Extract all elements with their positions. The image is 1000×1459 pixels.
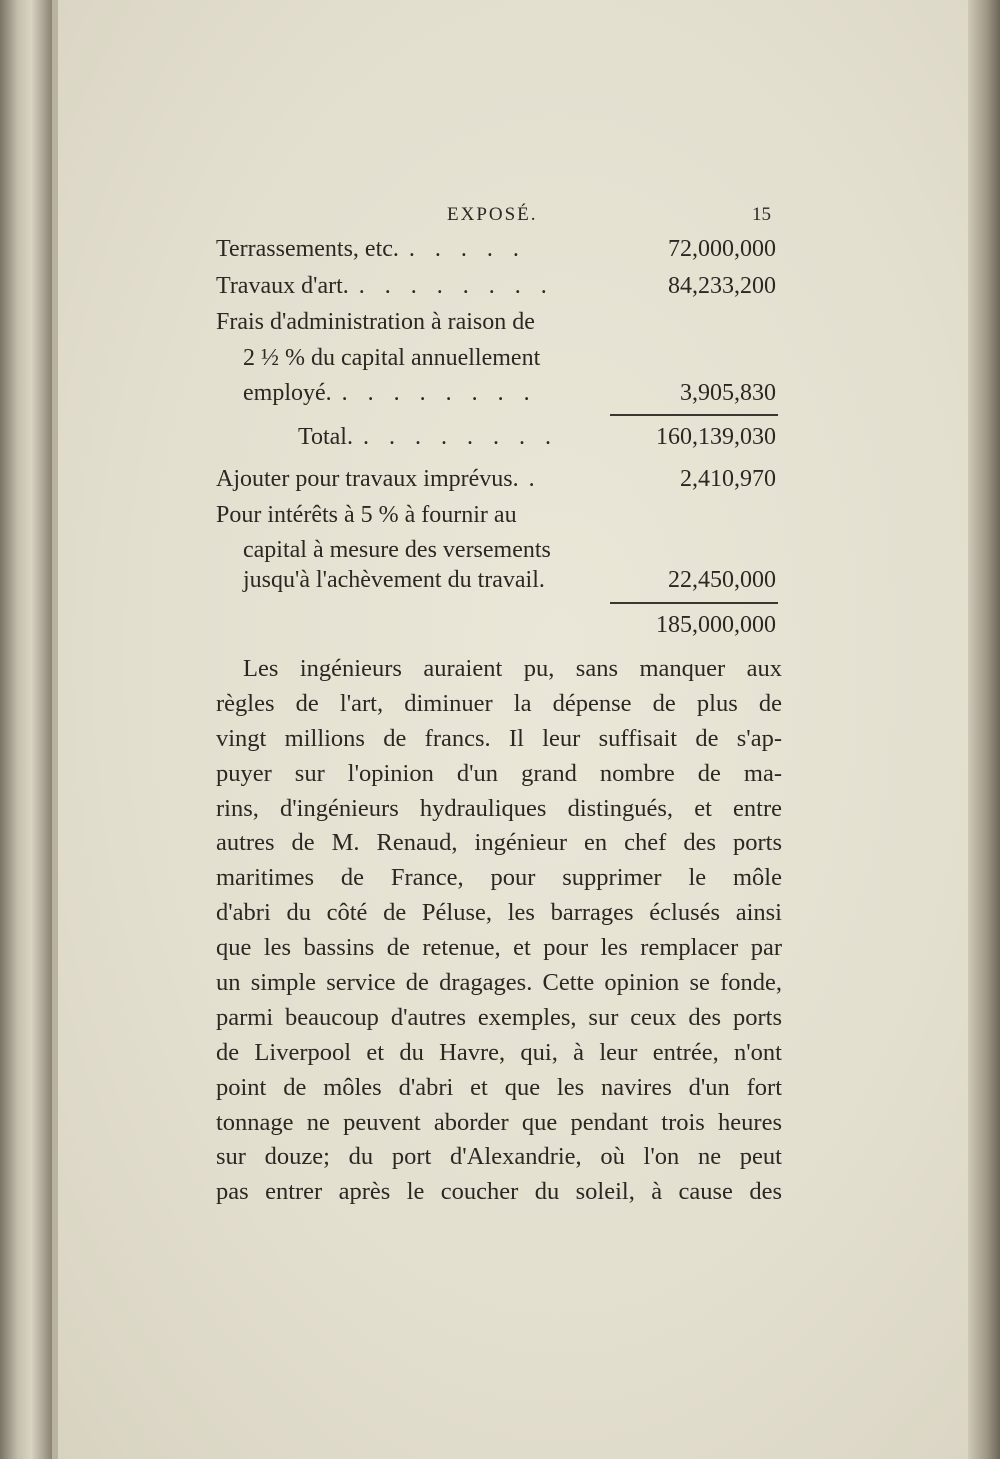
page-edge [968, 0, 1000, 1459]
grand-total-amount: 185,000,000 [656, 612, 776, 638]
row-label: Terrassements, etc. [216, 236, 399, 262]
row-label: Pour intérêts à 5 % à fournir au [216, 502, 517, 528]
table-row [216, 567, 776, 603]
book-spine [0, 0, 52, 1459]
row-label: Total. [298, 424, 353, 450]
subtotal-rule [610, 414, 778, 416]
table-row [216, 612, 776, 648]
paragraph-line: parmi beaucoup d'autres exemples, sur ceux des ports [216, 1003, 782, 1031]
row-amount: 3,905,830 [680, 380, 776, 406]
row-amount: 22,450,000 [668, 567, 776, 593]
row-label: jusqu'à l'achèvement du travail. [243, 567, 545, 593]
row-label: 2 ½ % du capital annuellement [243, 345, 541, 371]
row-label: Ajouter pour travaux imprévus. [216, 466, 519, 492]
paragraph-line: Les ingénieurs auraient pu, sans manquer aux [243, 655, 782, 682]
paragraph-line: que les bassins de retenue, et pour les remplacer par [216, 934, 782, 962]
row-label: employé. [243, 380, 332, 406]
row-dots: . [528, 466, 542, 492]
table-row [216, 424, 776, 460]
paragraph-line: autres de M. Renaud, ingénieur en chef des ports [216, 829, 782, 857]
table-row [216, 309, 776, 345]
paragraph-line: point de môles d'abri et que les navires d'un fort [216, 1073, 782, 1101]
page-number: 15 [752, 204, 771, 225]
row-dots: . . . . . [408, 236, 526, 262]
table-row [216, 236, 776, 272]
paragraph-line: pas entrer après le coucher du soleil, à cause des [216, 1178, 782, 1206]
paragraph-line: sur douze; du port d'Alexandrie, où l'on ne peut [216, 1143, 782, 1171]
row-label: capital à mesure des versements [243, 537, 551, 563]
table-row [216, 345, 776, 381]
table-row [216, 273, 776, 309]
running-header: EXPOSÉ. [447, 204, 538, 225]
row-amount: 160,139,030 [656, 424, 776, 450]
row-amount: 84,233,200 [668, 273, 776, 299]
body-paragraph [216, 652, 782, 1210]
row-amount: 2,410,970 [680, 466, 776, 492]
paragraph-line: règles de l'art, diminuer la dépense de plus de [216, 689, 782, 717]
row-amount: 72,000,000 [668, 236, 776, 262]
row-dots: . . . . . . . . [362, 424, 558, 450]
paragraph-line: d'abri du côté de Péluse, les barrages éclusés ainsi [216, 899, 782, 927]
grand-total-rule [610, 602, 778, 604]
paragraph-line: tonnage ne peuvent aborder que pendant trois heures [216, 1108, 782, 1136]
table-row [216, 502, 776, 538]
table-row [216, 466, 776, 502]
paragraph-line: puyer sur l'opinion d'un grand nombre de ma- [216, 759, 782, 787]
paragraph-line: rins, d'ingénieurs hydrauliques distingués, et entre [216, 794, 782, 822]
row-label: Frais d'administration à raison de [216, 309, 535, 335]
paragraph-line: de Liverpool et du Havre, qui, à leur entrée, n'ont [216, 1038, 782, 1066]
row-label: Travaux d'art. [216, 273, 349, 299]
paragraph-line: maritimes de France, pour supprimer le môle [216, 864, 782, 892]
row-dots: . . . . . . . . [341, 380, 537, 406]
paragraph-line: vingt millions de francs. Il leur suffisait de s'ap- [216, 724, 782, 752]
table-row [216, 380, 776, 416]
row-dots: . . . . . . . . [358, 273, 554, 299]
paragraph-line: un simple service de dragages. Cette opinion se fonde, [216, 969, 782, 997]
